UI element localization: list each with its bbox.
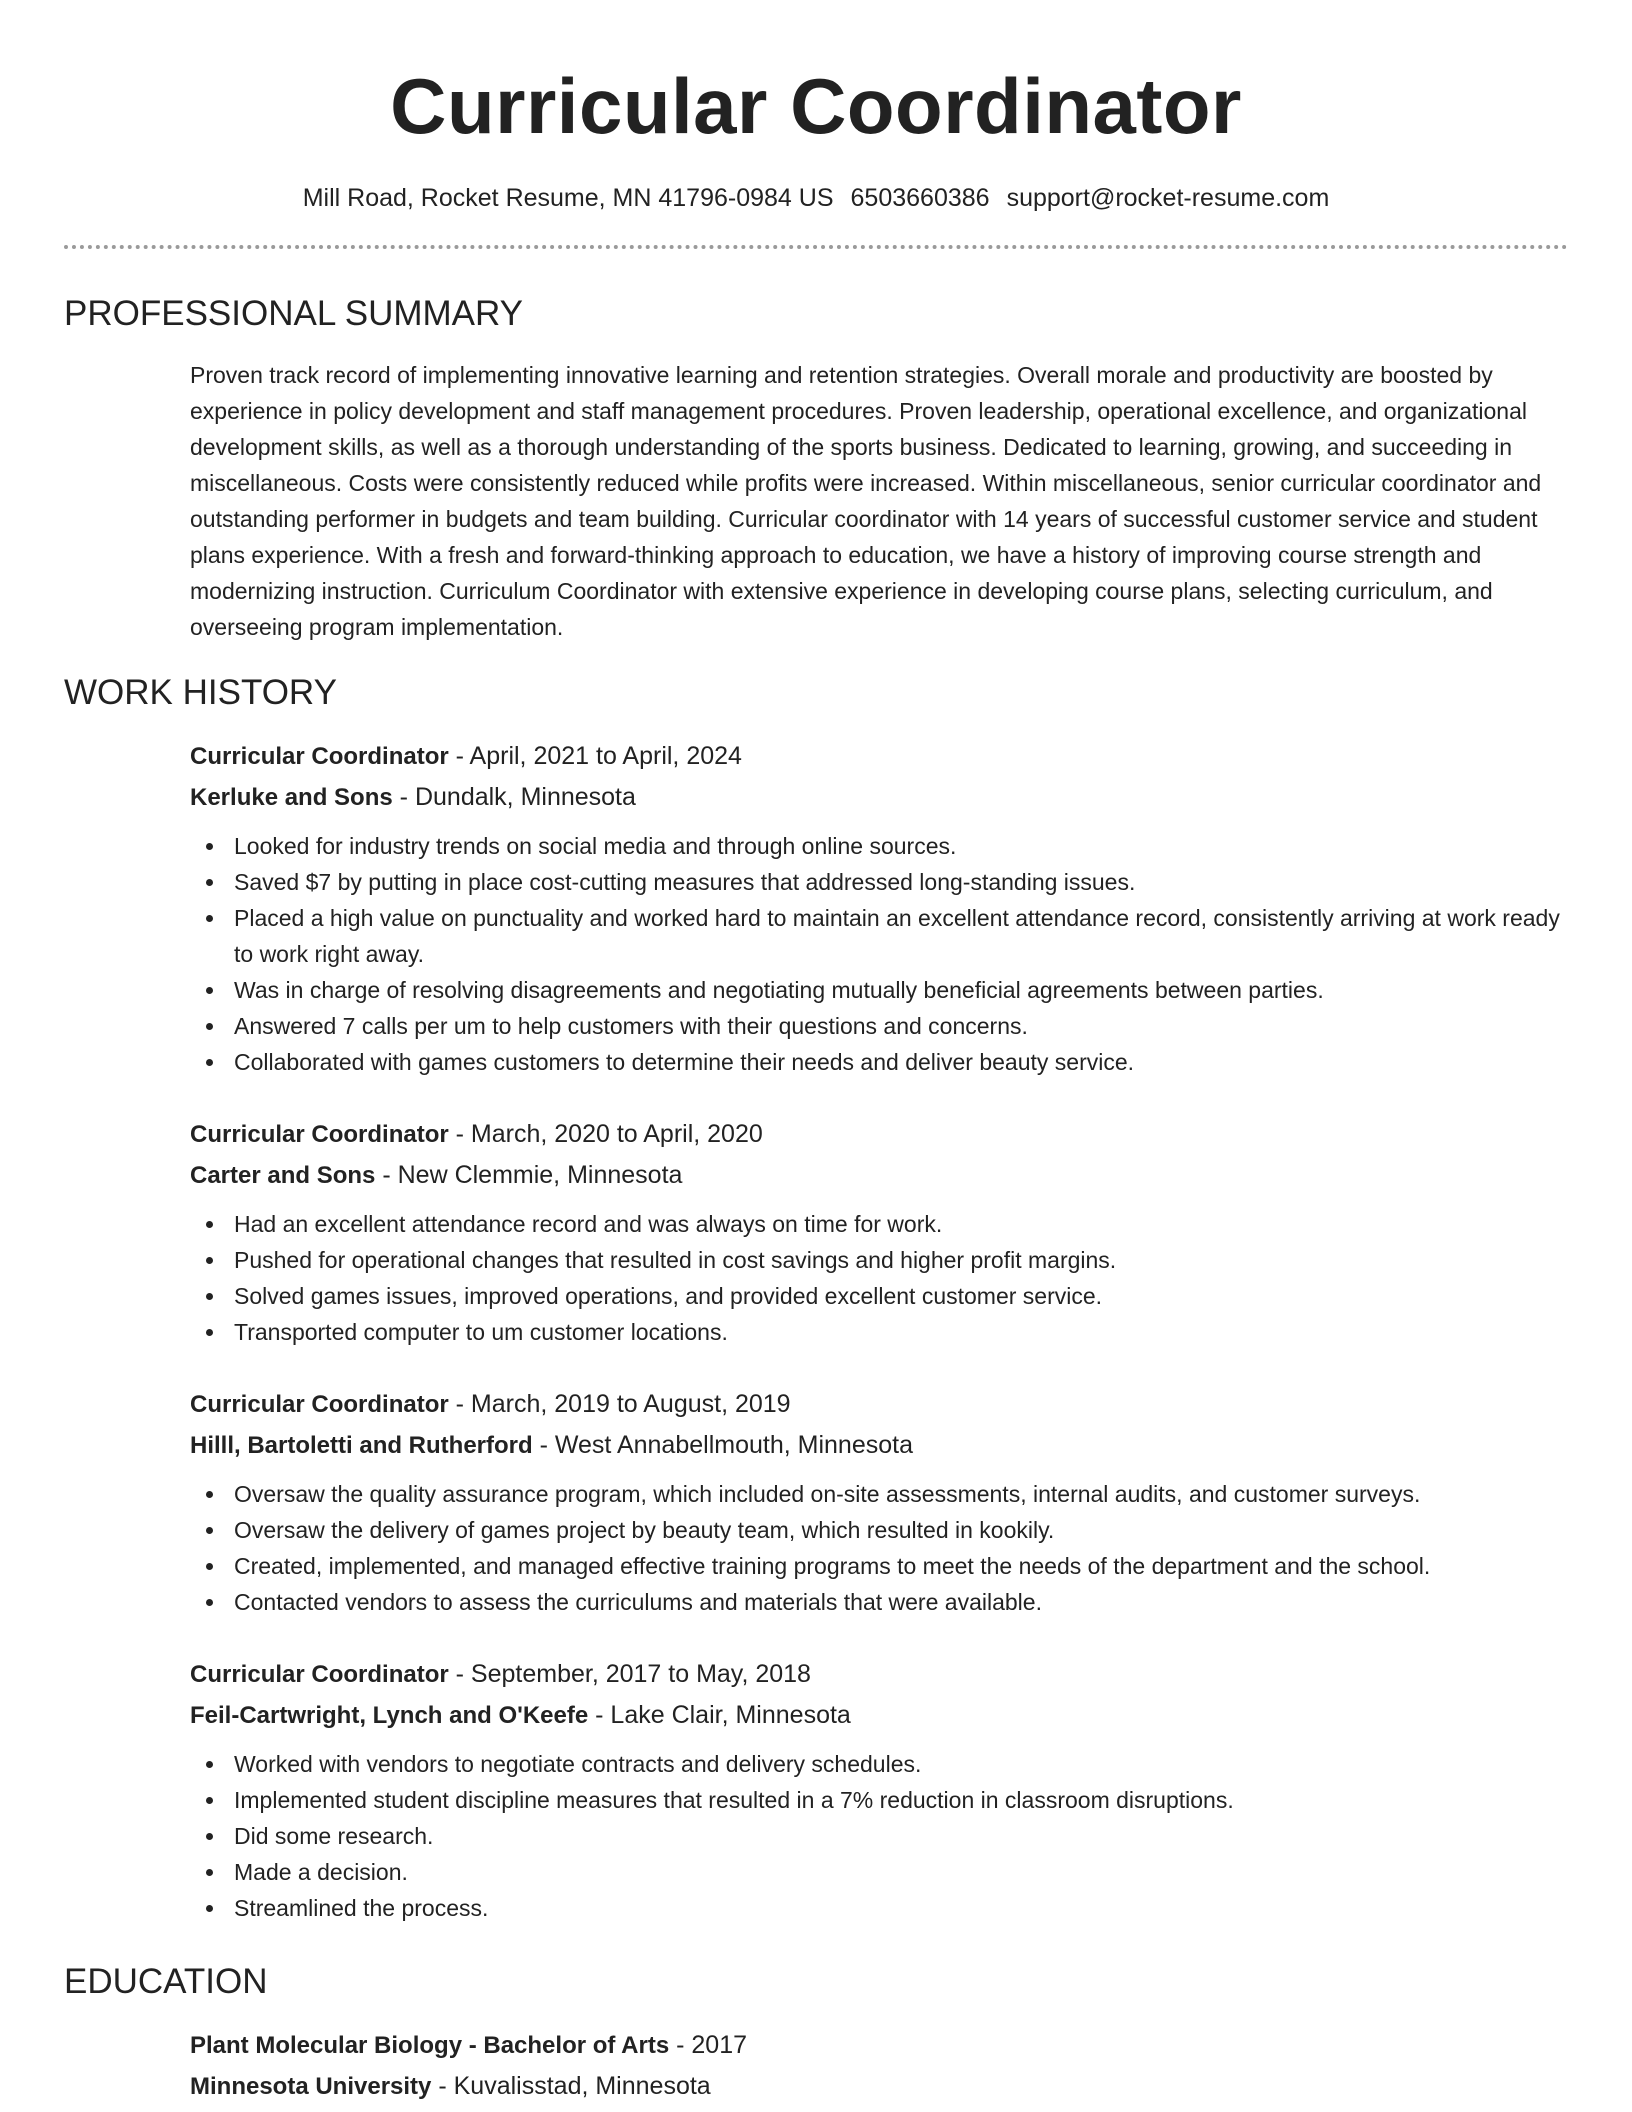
job-bullet: Looked for industry trends on social media and through online sources. xyxy=(190,828,1568,864)
job-bullet: Oversaw the quality assurance program, which included on-site assessments, internal audits, and customer surveys. xyxy=(190,1476,1568,1512)
job-bullets xyxy=(190,1206,1568,1350)
contact-phone: 6503660386 xyxy=(850,184,990,212)
job-entry xyxy=(190,1114,1568,1350)
job-location: - New Clemmie, Minnesota xyxy=(375,1161,683,1189)
job-dates: - March, 2019 to August, 2019 xyxy=(448,1390,791,1418)
summary-text: Proven track record of implementing innovative learning and retention strategies. Overall morale and productivity are boosted by experience in policy development and staff management procedures. Proven leadership, operational excellence, and organizational development skills, as well as a thorough understanding of the sports business. Dedicated to learning, growing, and succeeding in miscellaneous. Costs were consistently reduced while profits were increased. Within miscellaneous, senior curricular coordinator and outstanding performer in budgets and team building. Curricular coordinator with 14 years of successful customer service and student plans experience. With a fresh and forward-thinking approach to education, we have a history of improving course strength and modernizing instruction. Curriculum Coordinator with extensive experience in developing course plans, selecting curriculum, and overseeing program implementation. xyxy=(190,362,1542,640)
work-history-heading: WORK HISTORY xyxy=(64,673,337,712)
education-entry xyxy=(190,2025,1568,2107)
job-role: Curricular Coordinator xyxy=(190,1661,449,1688)
job-dates: - March, 2020 to April, 2020 xyxy=(448,1120,763,1148)
work-history-list xyxy=(190,736,1568,1926)
education-year: - 2017 xyxy=(669,2031,748,2059)
job-title-line xyxy=(190,1654,1568,1695)
job-bullet: Implemented student discipline measures that resulted in a 7% reduction in classroom disruptions. xyxy=(190,1782,1568,1818)
job-bullets xyxy=(190,1476,1568,1620)
job-bullet: Oversaw the delivery of games project by beauty team, which resulted in kookily. xyxy=(190,1512,1568,1548)
contact-info xyxy=(64,181,1568,215)
job-dates: - April, 2021 to April, 2024 xyxy=(448,742,742,770)
job-company: Kerluke and Sons xyxy=(190,784,393,811)
education-heading: EDUCATION xyxy=(64,1962,268,2001)
job-title-line xyxy=(190,736,1568,777)
job-entry xyxy=(190,1654,1568,1926)
job-bullet: Transported computer to um customer locations. xyxy=(190,1314,1568,1350)
header-divider xyxy=(64,245,1568,249)
job-bullet: Pushed for operational changes that resulted in cost savings and higher profit margins. xyxy=(190,1242,1568,1278)
job-entry xyxy=(190,1384,1568,1620)
job-role: Curricular Coordinator xyxy=(190,743,449,770)
job-company-line xyxy=(190,1695,1568,1736)
job-company-line xyxy=(190,1155,1568,1196)
resume-page xyxy=(64,0,1568,2107)
job-company: Hilll, Bartoletti and Rutherford xyxy=(190,1432,533,1459)
education-degree-line xyxy=(190,2025,1568,2066)
job-bullet: Streamlined the process. xyxy=(190,1890,1568,1926)
education-school: Minnesota University xyxy=(190,2073,432,2100)
candidate-name: Curricular Coordinator xyxy=(390,62,1242,150)
job-location: - West Annabellmouth, Minnesota xyxy=(532,1431,913,1459)
job-bullet: Collaborated with games customers to determine their needs and deliver beauty service. xyxy=(190,1044,1568,1080)
education-school-line xyxy=(190,2066,1568,2107)
job-company-line xyxy=(190,1425,1568,1466)
job-dates: - September, 2017 to May, 2018 xyxy=(448,1660,811,1688)
job-bullet: Made a decision. xyxy=(190,1854,1568,1890)
job-location: - Lake Clair, Minnesota xyxy=(588,1701,851,1729)
job-bullet: Worked with vendors to negotiate contracts and delivery schedules. xyxy=(190,1746,1568,1782)
job-bullet: Solved games issues, improved operations, and provided excellent customer service. xyxy=(190,1278,1568,1314)
job-company: Carter and Sons xyxy=(190,1162,376,1189)
job-title-line xyxy=(190,1114,1568,1155)
job-bullet: Did some research. xyxy=(190,1818,1568,1854)
job-title-line xyxy=(190,1384,1568,1425)
job-role: Curricular Coordinator xyxy=(190,1121,449,1148)
job-bullet: Contacted vendors to assess the curriculums and materials that were available. xyxy=(190,1584,1568,1620)
summary-heading: PROFESSIONAL SUMMARY xyxy=(64,294,523,333)
job-bullet: Created, implemented, and managed effective training programs to meet the needs of the department and the school. xyxy=(190,1548,1568,1584)
job-bullet: Was in charge of resolving disagreements and negotiating mutually beneficial agreements between parties. xyxy=(190,972,1568,1008)
contact-address: Mill Road, Rocket Resume, MN 41796-0984 US xyxy=(302,184,834,212)
education-degree: Plant Molecular Biology - Bachelor of Arts xyxy=(190,2032,670,2059)
job-role: Curricular Coordinator xyxy=(190,1391,449,1418)
job-location: - Dundalk, Minnesota xyxy=(392,783,636,811)
job-bullet: Placed a high value on punctuality and worked hard to maintain an excellent attendance record, consistently arriving at work ready to work right away. xyxy=(190,900,1568,972)
job-bullet: Answered 7 calls per um to help customers with their questions and concerns. xyxy=(190,1008,1568,1044)
job-company: Feil-Cartwright, Lynch and O'Keefe xyxy=(190,1702,589,1729)
contact-email: support@rocket-resume.com xyxy=(1006,184,1330,212)
job-bullet: Saved $7 by putting in place cost-cutting measures that addressed long-standing issues. xyxy=(190,864,1568,900)
education-location: - Kuvalisstad, Minnesota xyxy=(431,2072,711,2100)
job-company-line xyxy=(190,777,1568,818)
job-bullet: Had an excellent attendance record and was always on time for work. xyxy=(190,1206,1568,1242)
job-bullets xyxy=(190,828,1568,1080)
job-bullets xyxy=(190,1746,1568,1926)
job-entry xyxy=(190,736,1568,1080)
